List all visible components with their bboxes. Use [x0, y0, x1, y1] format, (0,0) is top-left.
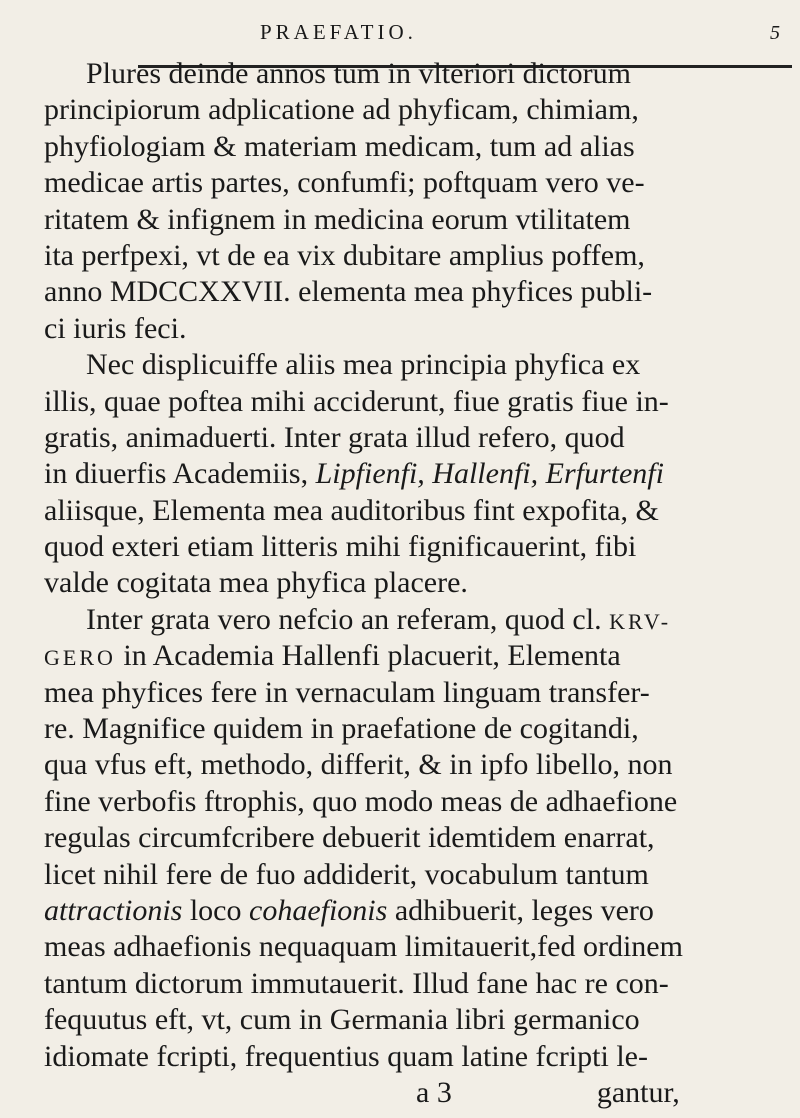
- author-name: GERO: [44, 645, 116, 671]
- text-line: medicae artis partes, confumfi; poftquam vero ve-: [44, 166, 645, 200]
- text-line: attractionis loco cohaefionis adhibuerit, leges vero: [44, 893, 654, 927]
- text-line: regulas circumfcribere debuerit idemtidem enarrat,: [44, 821, 655, 855]
- author-name: KRV-: [609, 608, 672, 634]
- body-text: [44, 56, 784, 1111]
- text-line: re. Magnifice quidem in praefatione de cogitandi,: [44, 712, 639, 746]
- text-line: anno MDCCXXVII. elementa mea phyfices publi-: [44, 275, 653, 309]
- text-line: quod exteri etiam litteris mihi fignificauerint, fibi: [44, 530, 637, 564]
- page-number: 5: [770, 22, 780, 44]
- text-line: fine verbofis ftrophis, quo modo meas de adhaefione: [44, 784, 678, 818]
- text-line: Inter grata vero nefcio an referam, quod cl. KRV-: [86, 602, 672, 636]
- text-line: tantum dictorum immutauerit. Illud fane hac re con-: [44, 966, 669, 1000]
- text-line: illis, quae poftea mihi acciderunt, fiue gratis fiue in-: [44, 384, 669, 418]
- text-line: idiomate fcripti, frequentius quam latine fcripti le-: [44, 1039, 648, 1073]
- text-line: ita perfpexi, vt de ea vix dubitare amplius poffem,: [44, 238, 645, 272]
- signature-mark: a 3: [416, 1075, 452, 1109]
- italic-term: attractionis: [44, 893, 183, 927]
- catchword: gantur,: [596, 1075, 680, 1109]
- running-head: PRAEFATIO.: [260, 20, 417, 44]
- text-line: ci iuris feci.: [44, 311, 187, 345]
- page-header: [88, 20, 792, 52]
- italic-term: cohaefionis: [249, 893, 388, 927]
- text-line: in diuerfis Academiis, Lipfienfi, Hallenfi, Erfurtenfi: [44, 457, 664, 491]
- text-line: ritatem & infignem in medicina eorum vtilitatem: [44, 202, 631, 236]
- italic-place-names: Lipfienfi, Hallenfi, Erfurtenfi: [315, 457, 664, 491]
- text-line: principiorum adplicatione ad phyficam, chimiam,: [44, 93, 639, 127]
- text-line: qua vfus eft, methodo, differit, & in ipfo libello, non: [44, 748, 673, 782]
- text-line: Nec displicuiffe aliis mea principia phyfica ex: [86, 348, 641, 382]
- page-footer: [44, 1075, 784, 1111]
- text-line: meas adhaefionis nequaquam limitauerit,fed ordinem: [44, 930, 683, 964]
- text-line: aliisque, Elementa mea auditoribus fint expofita, &: [44, 493, 659, 527]
- text-line: Plures deinde annos tum in vlteriori dictorum: [86, 57, 631, 90]
- text-line: mea phyfices fere in vernaculam linguam transfer-: [44, 675, 650, 709]
- text-line: fequutus eft, vt, cum in Germania libri germanico: [44, 1003, 640, 1037]
- text-line: gratis, animaduerti. Inter grata illud refero, quod: [44, 420, 625, 454]
- text-line: phyfiologiam & materiam medicam, tum ad alias: [44, 129, 635, 163]
- text-line: valde cogitata mea phyfica placere.: [44, 566, 468, 600]
- text-line: GERO in Academia Hallenfi placuerit, Elementa: [44, 639, 621, 673]
- text-line: licet nihil fere de fuo addiderit, vocabulum tantum: [44, 857, 649, 891]
